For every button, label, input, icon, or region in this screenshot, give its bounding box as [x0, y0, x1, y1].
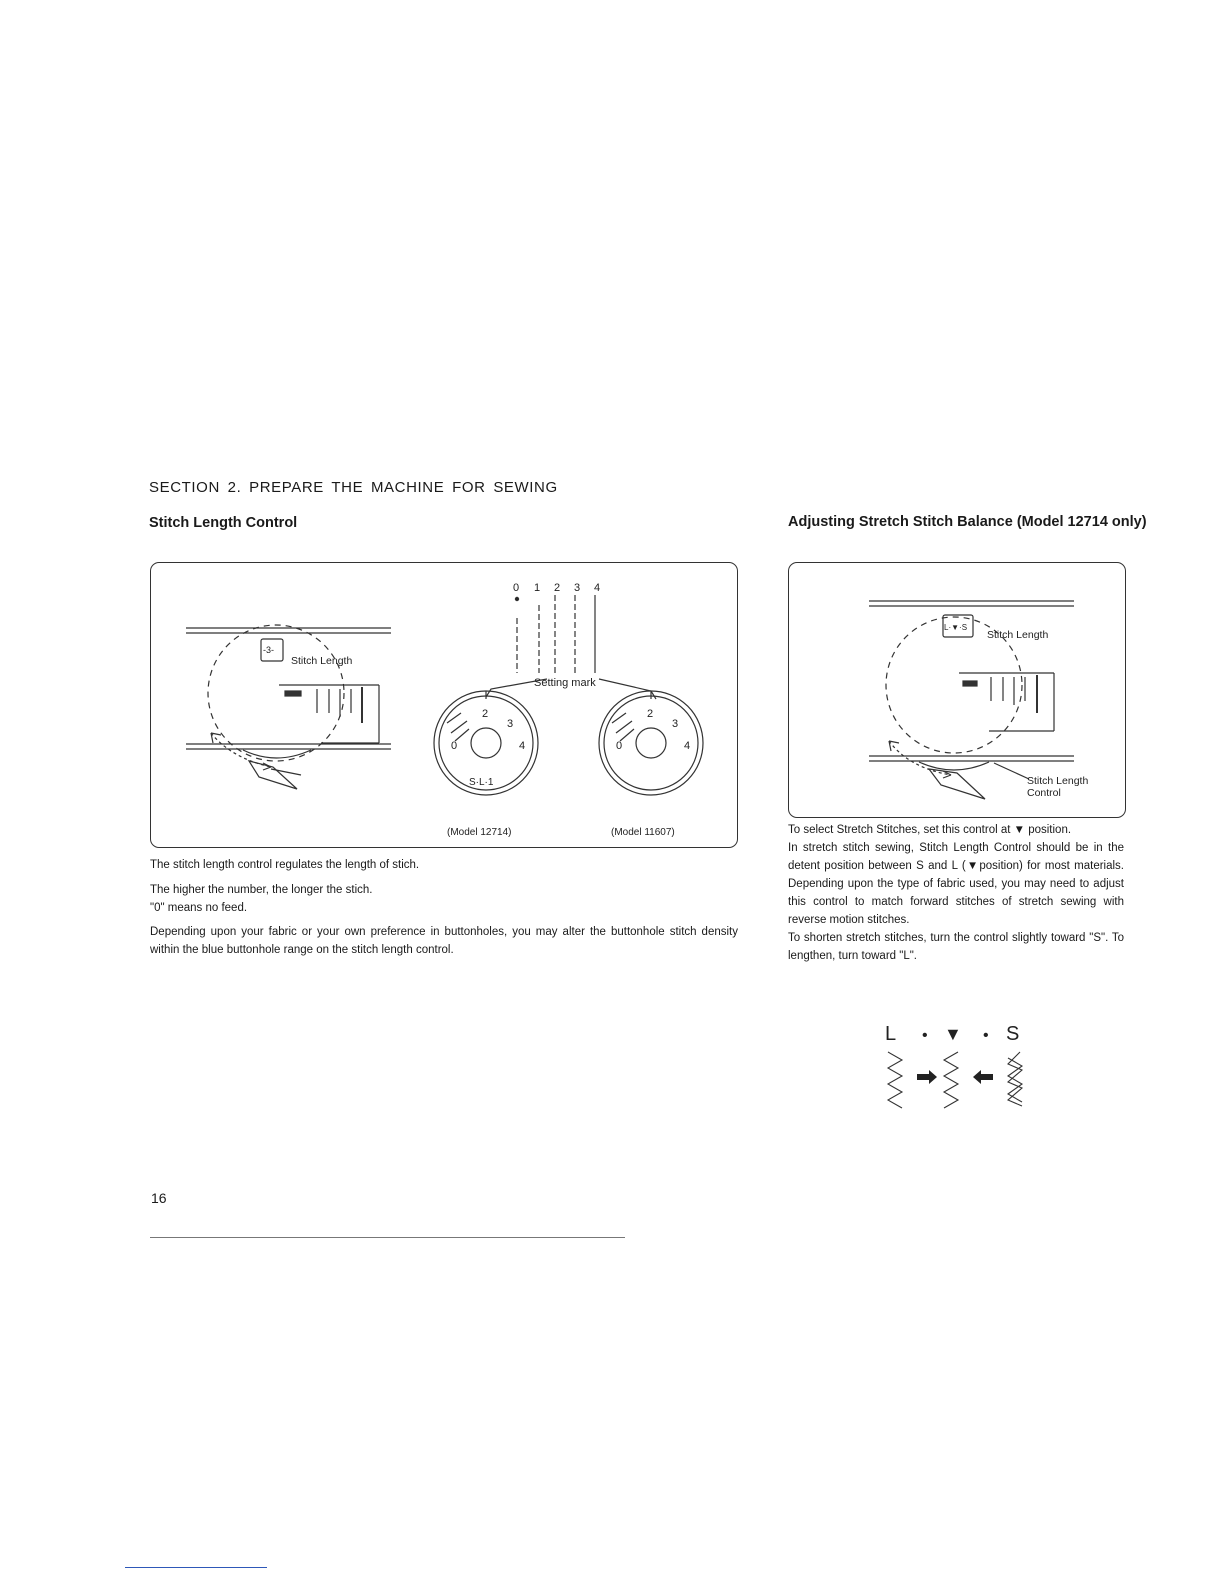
dial-a-bottom-text: S·L·1 [469, 777, 494, 788]
scale-label-4: 4 [594, 582, 601, 594]
right-paragraph-1: To select Stretch Stitches, set this control at ▼ position. [788, 824, 1072, 836]
footer-rule [150, 1237, 625, 1238]
control-label-line1: Stitch Length [1027, 775, 1089, 787]
dial-a-number-0: 0 [451, 740, 458, 752]
dial-b-number-2: 2 [647, 708, 654, 720]
arrow-right-icon [917, 1070, 937, 1084]
right-paragraph-3: To shorten stretch stitches, turn the control slightly toward "S". To lengthen, turn toward "L". [788, 932, 1124, 962]
stitch-length-heading: Stitch Length Control [149, 515, 298, 531]
balance-label-center: ▼ [944, 1024, 962, 1044]
dial-b-number-0: 0 [616, 740, 623, 752]
left-paragraph-1: The stitch length control regulates the length of stich. [150, 859, 420, 871]
control-label-line2: Control [1027, 787, 1061, 799]
stretch-balance-illustration [789, 563, 1125, 817]
balanced-stitch-pattern [944, 1052, 958, 1108]
short-stitch-pattern [1008, 1052, 1022, 1106]
right-text-column [788, 821, 1124, 965]
scale-label-3: 3 [574, 582, 581, 594]
dial-window-value: -3- [263, 645, 274, 655]
long-stitch-pattern [888, 1052, 902, 1108]
left-paragraph-4: Depending upon your fabric or your own preference in buttonholes, you may alter the buttonhole stitch density within the blue buttonhole range on the stitch length control. [150, 926, 738, 956]
dial-a-number-4: 4 [519, 740, 526, 752]
balance-dot-left: • [922, 1027, 928, 1044]
dial-b-number-3: 3 [672, 718, 679, 730]
bottom-blue-rule [125, 1567, 267, 1568]
scale-label-1: 1 [534, 582, 541, 594]
dial-a-number-2: 2 [482, 708, 489, 720]
model-a-caption: (Model 12714) [447, 827, 512, 838]
balance-label-L: L [885, 1023, 897, 1045]
dial-label: Stitch Length [291, 655, 353, 667]
dial-label: Stitch Length [987, 629, 1049, 641]
page-number: 16 [151, 1190, 167, 1206]
stretch-balance-figure [788, 562, 1126, 818]
left-paragraph-2: The higher the number, the longer the stich. [150, 884, 373, 896]
stitch-length-figure [150, 562, 738, 848]
dial-window-value: L·▼·S [944, 623, 968, 632]
balance-dot-right: • [983, 1027, 989, 1044]
setting-mark-label: Setting mark [534, 677, 596, 689]
dial-b-number-4: 4 [684, 740, 691, 752]
right-paragraph-2: In stretch stitch sewing, Stitch Length Control should be in the detent position between S and L (▼position) for most materials. Depending upon the type of fabric used, you may need to adjust this control to match forward stitches of stretch sewing with reverse motion stitches. [788, 842, 1124, 926]
arrow-left-icon [973, 1070, 993, 1084]
left-paragraph-3: "0" means no feed. [150, 902, 248, 914]
scale-label-0: 0 [513, 582, 520, 594]
scale-label-2: 2 [554, 582, 561, 594]
stretch-balance-heading: Adjusting Stretch Stitch Balance (Model 12714 only) [788, 514, 1147, 530]
balance-label-S: S [1006, 1023, 1020, 1045]
model-b-caption: (Model 11607) [611, 827, 675, 838]
section-title: SECTION 2. PREPARE THE MACHINE FOR SEWING [149, 479, 558, 496]
stitch-length-illustration [151, 563, 737, 847]
dial-a-number-3: 3 [507, 718, 514, 730]
